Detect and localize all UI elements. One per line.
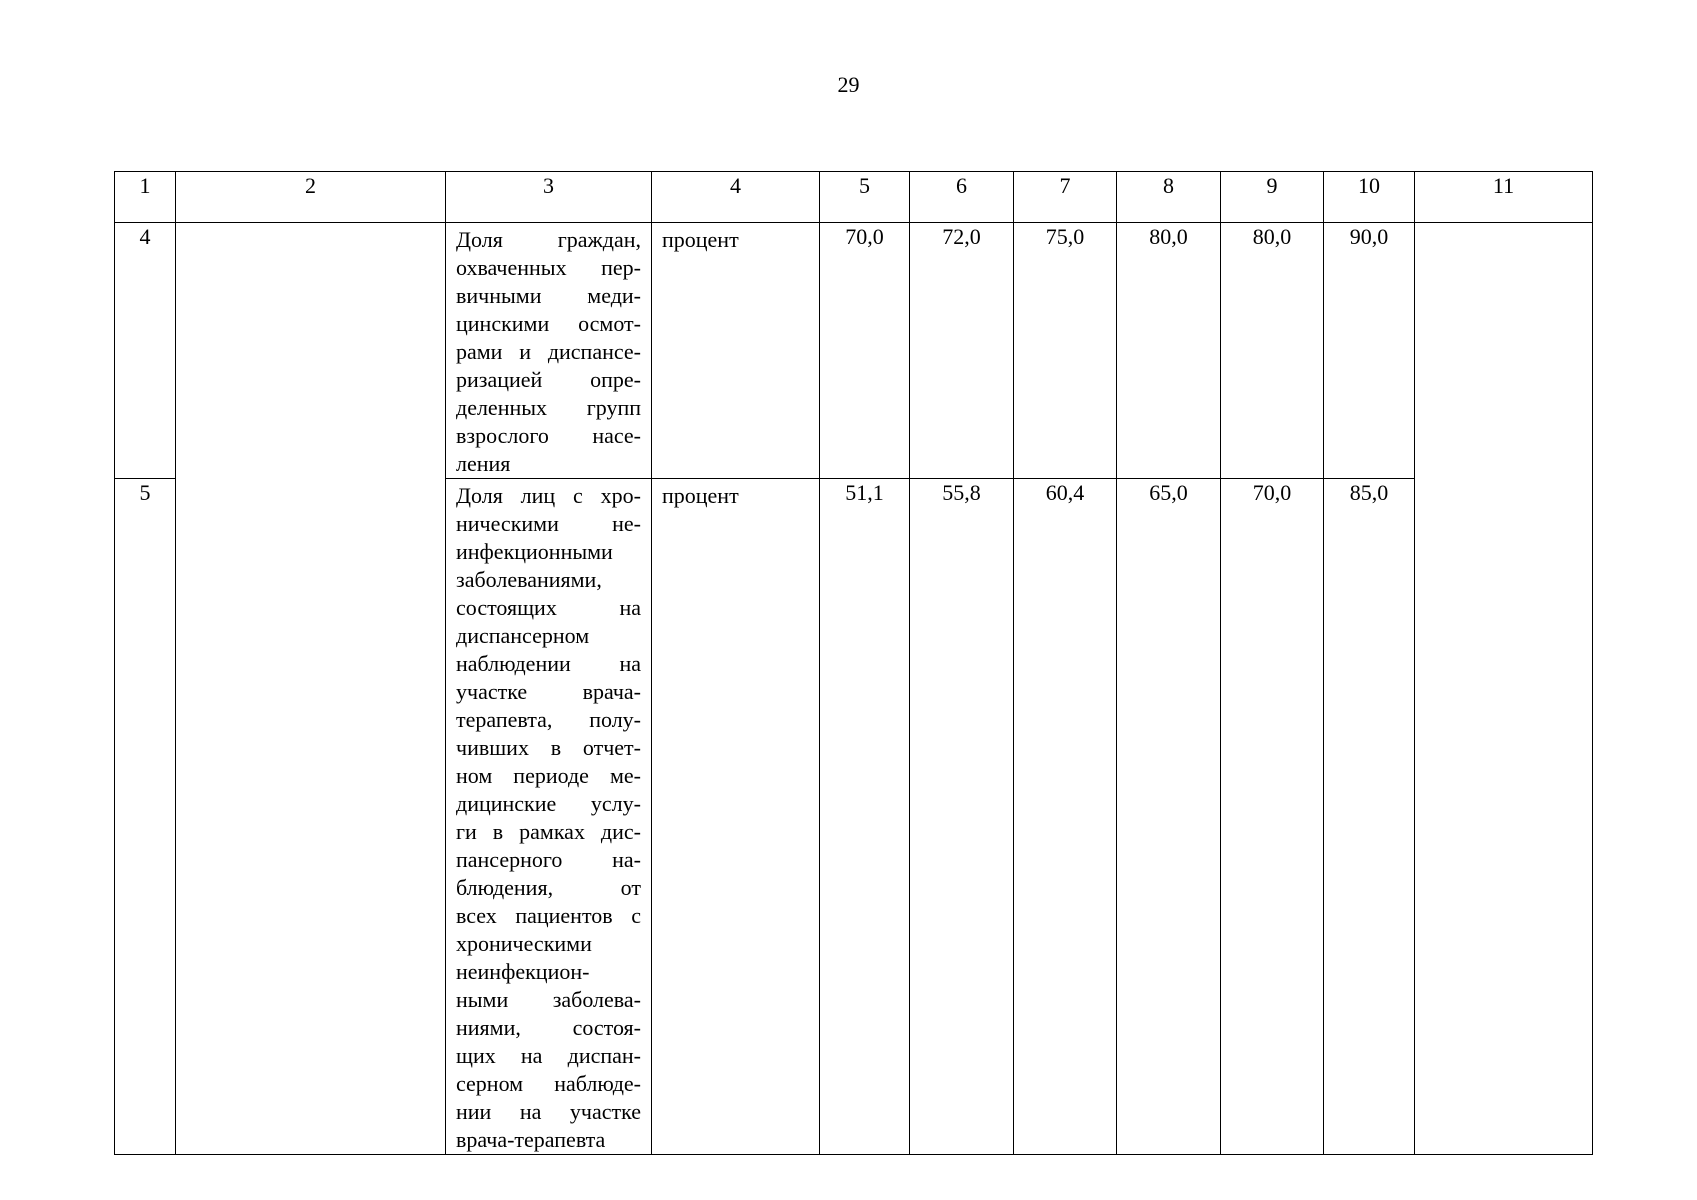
indicator-name-line: чивших в отчет- [456, 735, 641, 760]
indicator-name-line: рами и диспансе- [456, 339, 641, 364]
indicator-name-line: ризацией опре- [456, 367, 641, 392]
header-cell: 6 [910, 172, 1014, 223]
indicator-name-line: неинфекцион- [456, 959, 590, 984]
indicator-name-line: пансерного на- [456, 847, 641, 872]
row-number-cell: 5 [115, 479, 176, 1155]
value-cell: 75,0 [1014, 223, 1117, 479]
indicator-name-line: заболеваниями, [456, 567, 602, 592]
indicator-name-line: Доля лиц с хро- [456, 483, 641, 508]
page-number: 29 [837, 72, 860, 97]
value-cell: 72,0 [910, 223, 1014, 479]
header-cell: 8 [1117, 172, 1221, 223]
value-cell: 80,0 [1221, 223, 1324, 479]
header-cell: 2 [176, 172, 446, 223]
merged-empty-cell-col11 [1415, 223, 1593, 1155]
indicator-name-line: щих на диспан- [456, 1043, 641, 1068]
indicator-name-line: цинскими осмот- [456, 311, 641, 336]
indicator-name-line: охваченных пер- [456, 255, 641, 280]
indicator-name-line: состоящих на [456, 595, 641, 620]
value-cell: 65,0 [1117, 479, 1221, 1155]
indicator-name-line: серном наблюде- [456, 1071, 641, 1096]
merged-empty-cell-col2 [176, 223, 446, 1155]
table-header-row [115, 172, 1593, 223]
indicator-name-line: наблюдении на [456, 651, 641, 676]
indicator-name-line: диспансерном [456, 623, 590, 648]
header-cell: 1 [115, 172, 176, 223]
indicator-name-line: вичными меди- [456, 283, 641, 308]
header-cell: 7 [1014, 172, 1117, 223]
value-cell: 60,4 [1014, 479, 1117, 1155]
indicator-name-line: взрослого насе- [456, 423, 641, 448]
indicator-name-line: инфекционными [456, 539, 613, 564]
header-cell: 4 [652, 172, 820, 223]
indicator-name-line: ническими не- [456, 511, 641, 536]
indicator-name-line: врача-терапевта [456, 1127, 606, 1152]
value-cell: 80,0 [1117, 223, 1221, 479]
indicator-name-line: всех пациентов с [456, 903, 641, 928]
indicator-name-line: терапевта, полу- [456, 707, 641, 732]
indicator-name-line: Доля граждан, [456, 227, 641, 252]
value-cell: 70,0 [1221, 479, 1324, 1155]
unit-cell: процент [652, 223, 820, 479]
indicator-name-line: блюдения, от [456, 875, 641, 900]
row-number-cell: 4 [115, 223, 176, 479]
indicators-table [114, 171, 1593, 1155]
indicator-name-line: ном периоде ме- [456, 763, 641, 788]
value-cell: 90,0 [1324, 223, 1415, 479]
indicator-name-line: ги в рамках дис- [456, 819, 641, 844]
header-cell: 11 [1415, 172, 1593, 223]
indicator-name-cell [446, 223, 652, 479]
indicator-name-line: ления [456, 451, 511, 476]
indicator-name-line: дицинские услу- [456, 791, 641, 816]
indicator-name-line: нии на участке [456, 1099, 641, 1124]
value-cell: 55,8 [910, 479, 1014, 1155]
indicator-name-text [456, 482, 641, 1154]
header-cell: 3 [446, 172, 652, 223]
indicator-name-line: участке врача- [456, 679, 641, 704]
header-cell: 10 [1324, 172, 1415, 223]
header-cell: 5 [820, 172, 910, 223]
indicator-name-text [456, 226, 641, 478]
value-cell: 70,0 [820, 223, 910, 479]
unit-cell: процент [652, 479, 820, 1155]
value-cell: 51,1 [820, 479, 910, 1155]
header-cell: 9 [1221, 172, 1324, 223]
indicator-name-cell [446, 479, 652, 1155]
indicator-name-line: ными заболева- [456, 987, 641, 1012]
indicator-name-line: деленных групп [456, 395, 641, 420]
value-cell: 85,0 [1324, 479, 1415, 1155]
indicator-name-line: хроническими [456, 931, 592, 956]
indicator-name-line: ниями, состоя- [456, 1015, 641, 1040]
table-row [115, 223, 1593, 479]
